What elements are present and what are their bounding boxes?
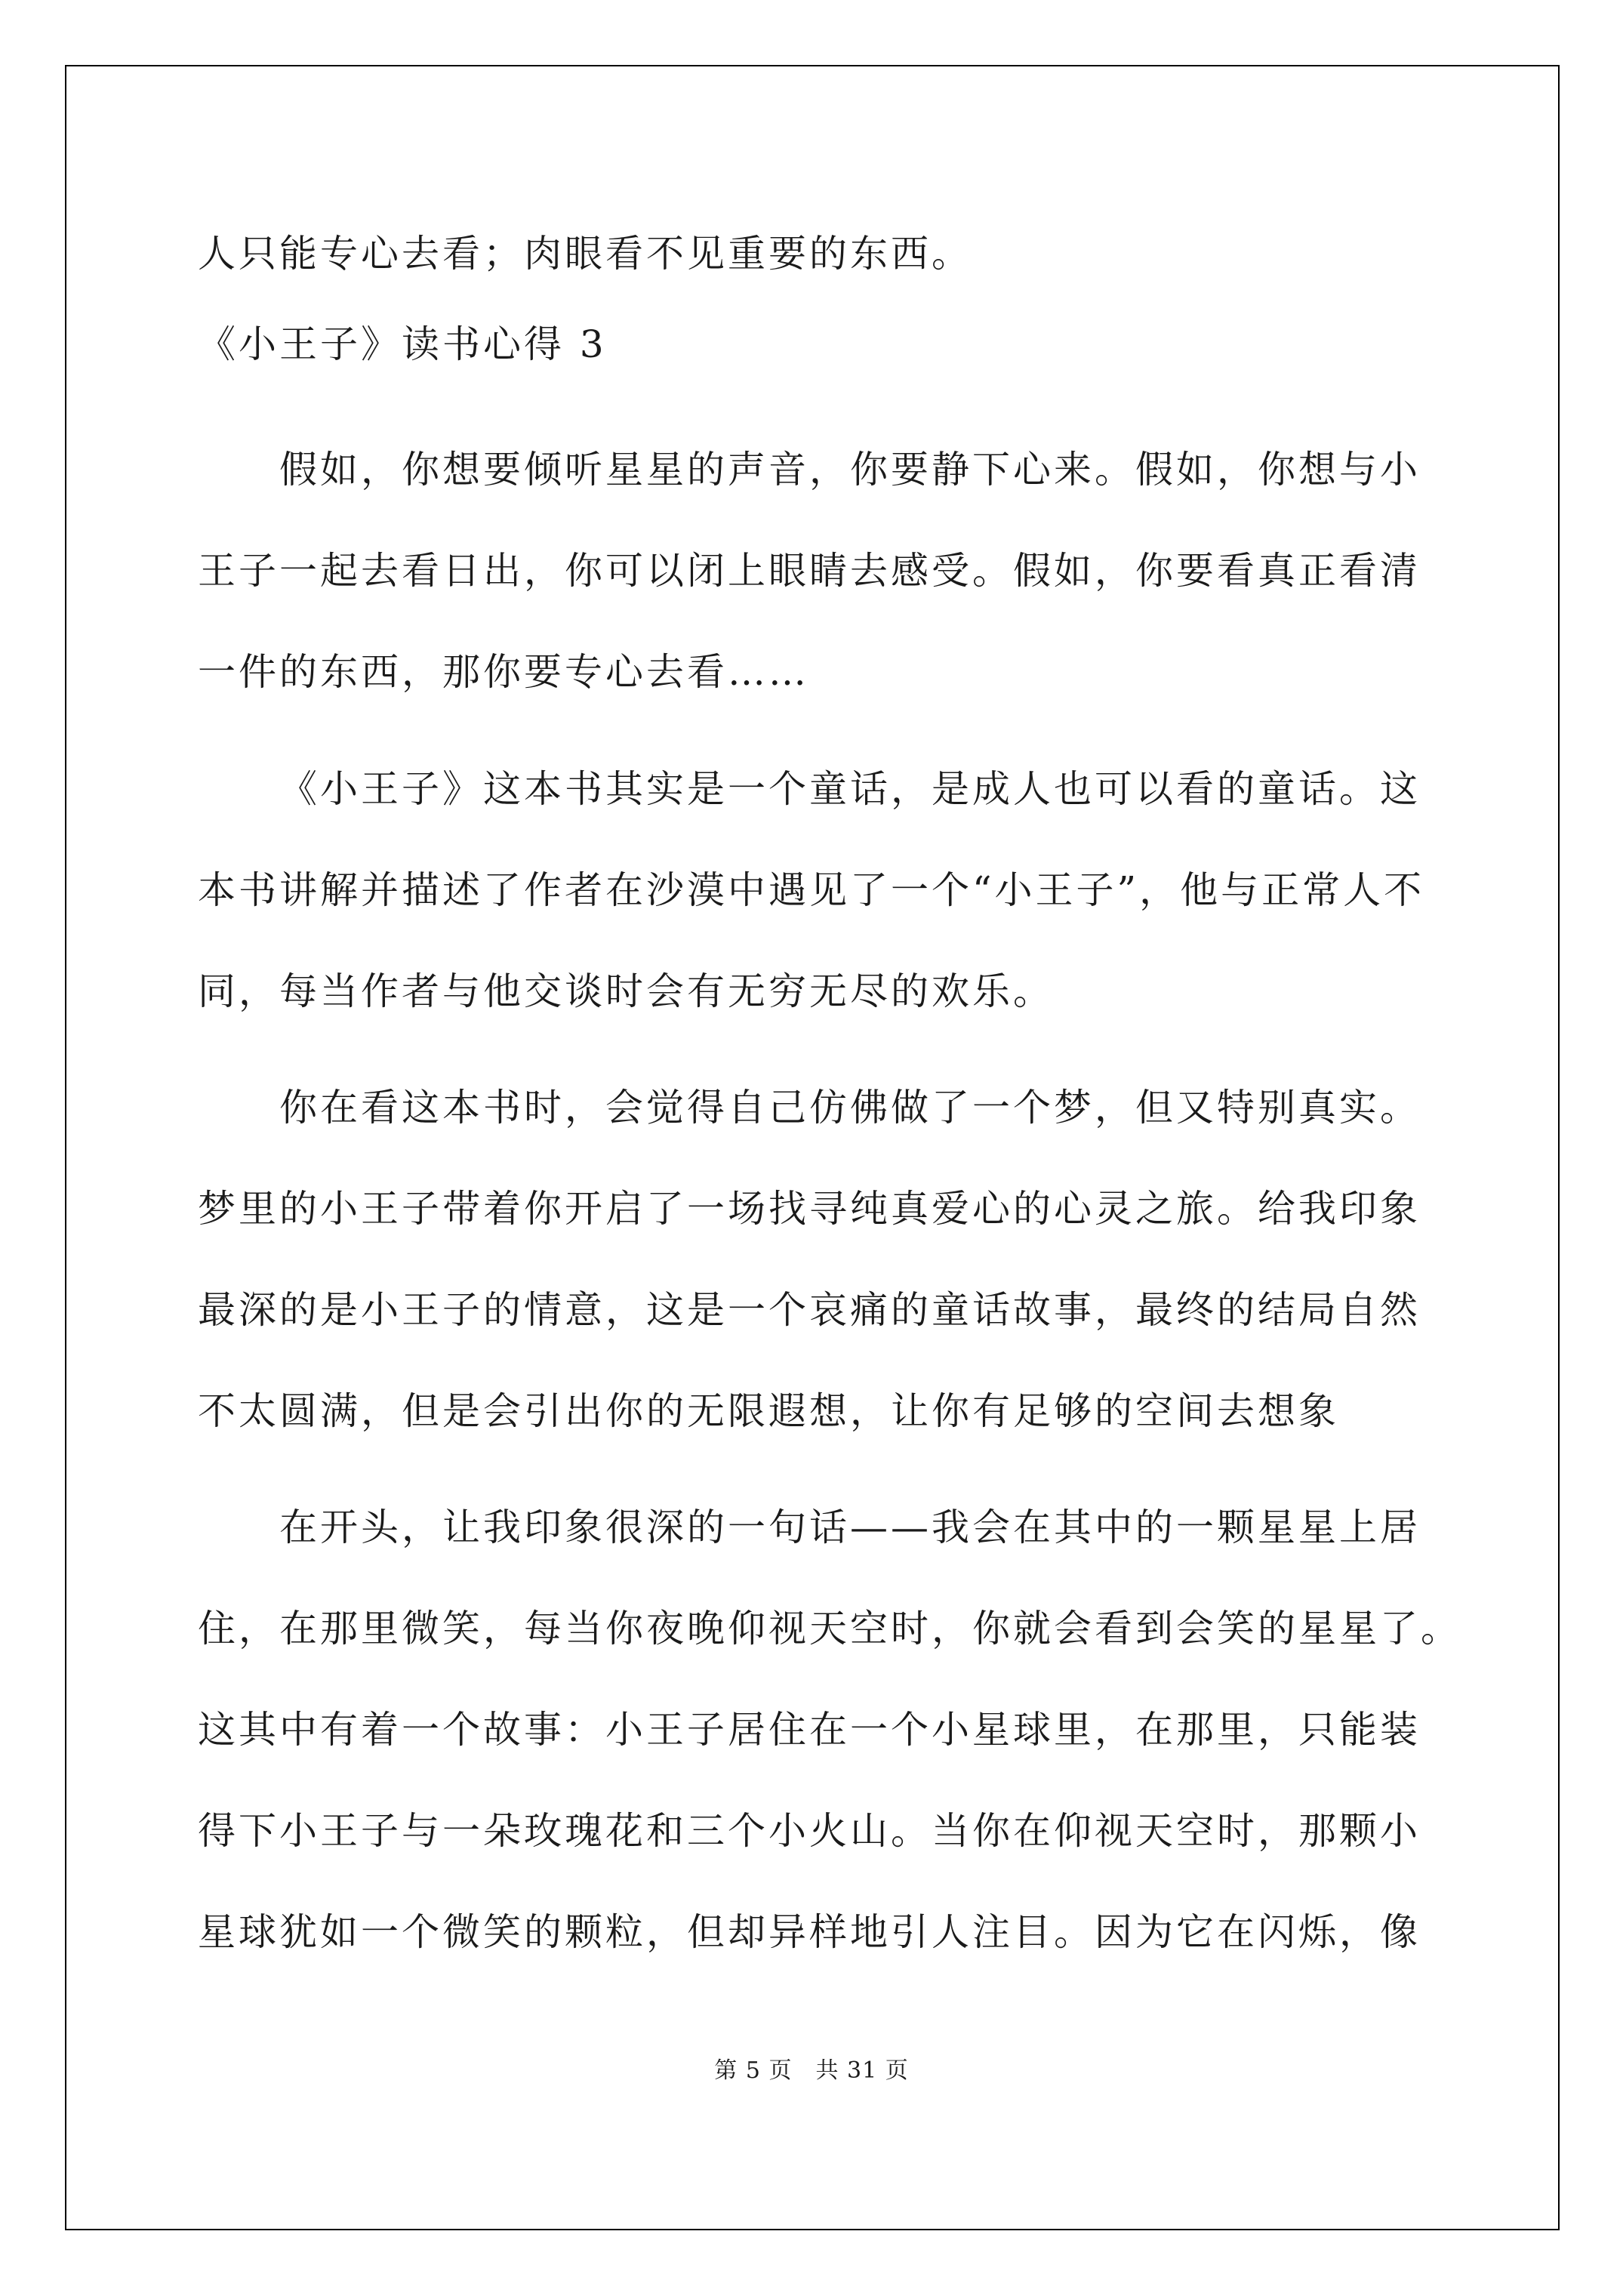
paragraph-line: 最深的是小王子的情意，这是一个哀痛的童话故事，最终的结局自然 [198,1288,1421,1332]
paragraph-line: 住，在那里微笑，每当你夜晚仰视天空时，你就会看到会笑的星星了。 [198,1607,1461,1650]
paragraph-line: 你在看这本书时，会觉得自己仿佛做了一个梦，但又特别真实。 [279,1086,1421,1130]
paragraph-line: 一件的东西，那你要专心去看…… [198,650,809,694]
paragraph-line: 梦里的小王子带着你开启了一场找寻纯真爱心的心灵之旅。给我印象 [198,1187,1421,1231]
paragraph-line: 同，每当作者与他交谈时会有无穷无尽的欢乐。 [198,969,1054,1013]
text-line: 人只能专心去看；肉眼看不见重要的东西。 [198,232,972,276]
paragraph-line: 在开头，让我印象很深的一句话——我会在其中的一颗星星上居 [279,1505,1421,1549]
paragraph-line: 得下小王子与一朵玫瑰花和三个小火山。当你在仰视天空时，那颗小 [198,1809,1421,1853]
paragraph-line: 不太圆满，但是会引出你的无限遐想，让你有足够的空间去想象 [198,1389,1339,1433]
page-border [65,65,1560,2230]
paragraph-line: 《小王子》这本书其实是一个童话，是成人也可以看的童话。这 [279,767,1421,811]
paragraph-line: 星球犹如一个微笑的颗粒，但却异样地引人注目。因为它在闪烁，像 [198,1910,1421,1954]
page-number: 第 5 页 共 31 页 [714,2057,909,2084]
section-heading: 《小王子》读书心得 3 [198,322,607,366]
paragraph-line: 这其中有着一个故事：小王子居住在一个小星球里，在那里，只能装 [198,1708,1421,1752]
paragraph-line: 本书讲解并描述了作者在沙漠中遇见了一个“小王子”，他与正常人不 [198,868,1425,912]
paragraph-line: 假如，你想要倾听星星的声音，你要静下心来。假如，你想与小 [279,448,1421,492]
paragraph-line: 王子一起去看日出，你可以闭上眼睛去感受。假如，你要看真正看清 [198,549,1421,593]
